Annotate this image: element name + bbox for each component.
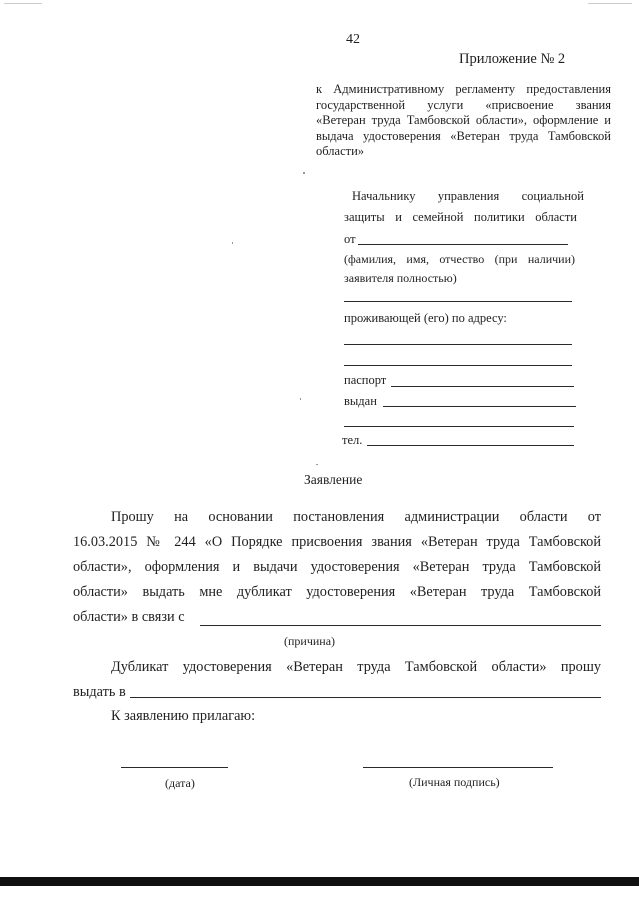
reason-hint: (причина) [284, 634, 336, 648]
from-name-field[interactable] [358, 244, 568, 245]
passport-label: паспорт [344, 373, 387, 387]
scan-speck [303, 172, 305, 174]
addressee-line-1: Начальнику управления социальной [352, 189, 584, 203]
address-field-2[interactable] [344, 365, 572, 366]
issued-label: выдан [344, 394, 377, 408]
reason-field[interactable] [200, 625, 601, 626]
body-line-1: Прошу на основании постановления администрации области от [111, 509, 601, 525]
phone-label: тел. [342, 433, 363, 447]
scan-speck [232, 242, 233, 244]
delivery-field[interactable] [130, 697, 601, 698]
body-line-4: области» выдать мне дубликат удостоверения «Ветеран труда Тамбовской [73, 584, 601, 600]
regulation-line: государственной услуги «присвоение звания [316, 97, 611, 112]
from-label: от [344, 232, 356, 246]
signature-field[interactable] [363, 767, 553, 768]
appendix-label: Приложение № 2 [459, 51, 566, 67]
body-line-2: 16.03.2015 № 244 «О Порядке присвоения звания «Ветеран труда Тамбовской [73, 534, 601, 550]
scan-speck [300, 398, 301, 400]
scan-border-bottom [0, 877, 639, 886]
regulation-line: к Административному регламенту предоставления [316, 82, 611, 96]
body-line-3: области», оформления и выдачи удостоверения «Ветеран труда Тамбовской [73, 559, 601, 575]
name-hint-1: (фамилия, имя, отчество (при наличии) [344, 252, 575, 266]
issued-field-2[interactable] [344, 426, 574, 427]
body-line-6: Дубликат удостоверения «Ветеран труда Тамбовской области» прошу [111, 659, 601, 675]
page-number: 42 [346, 32, 360, 47]
regulation-line: области» [316, 144, 365, 158]
date-hint: (дата) [165, 776, 195, 790]
date-field[interactable] [121, 767, 228, 768]
body-line-5: области» в связи с [73, 609, 185, 625]
scan-speck [588, 3, 632, 4]
issued-field[interactable] [383, 406, 576, 407]
scan-speck [316, 464, 318, 465]
address-label: проживающей (его) по адресу: [344, 311, 507, 325]
attachment-label: К заявлению прилагаю: [111, 708, 256, 724]
phone-field[interactable] [367, 445, 574, 446]
name-field-2[interactable] [344, 301, 572, 302]
address-field-1[interactable] [344, 344, 572, 345]
body-line-7: выдать в [73, 684, 126, 700]
signature-hint: (Личная подпись) [409, 775, 500, 789]
addressee-line-2: защиты и семейной политики области [344, 210, 577, 224]
scan-speck [4, 3, 42, 4]
passport-field[interactable] [391, 386, 574, 387]
document-title: Заявление [304, 472, 363, 487]
regulation-line: выдача удостоверения «Ветеран труда Тамбовской [316, 128, 611, 143]
regulation-line: «Ветеран труда Тамбовской области», оформление и [316, 113, 611, 127]
regulation-reference [316, 82, 611, 160]
name-hint-2: заявителя полностью) [344, 271, 457, 285]
